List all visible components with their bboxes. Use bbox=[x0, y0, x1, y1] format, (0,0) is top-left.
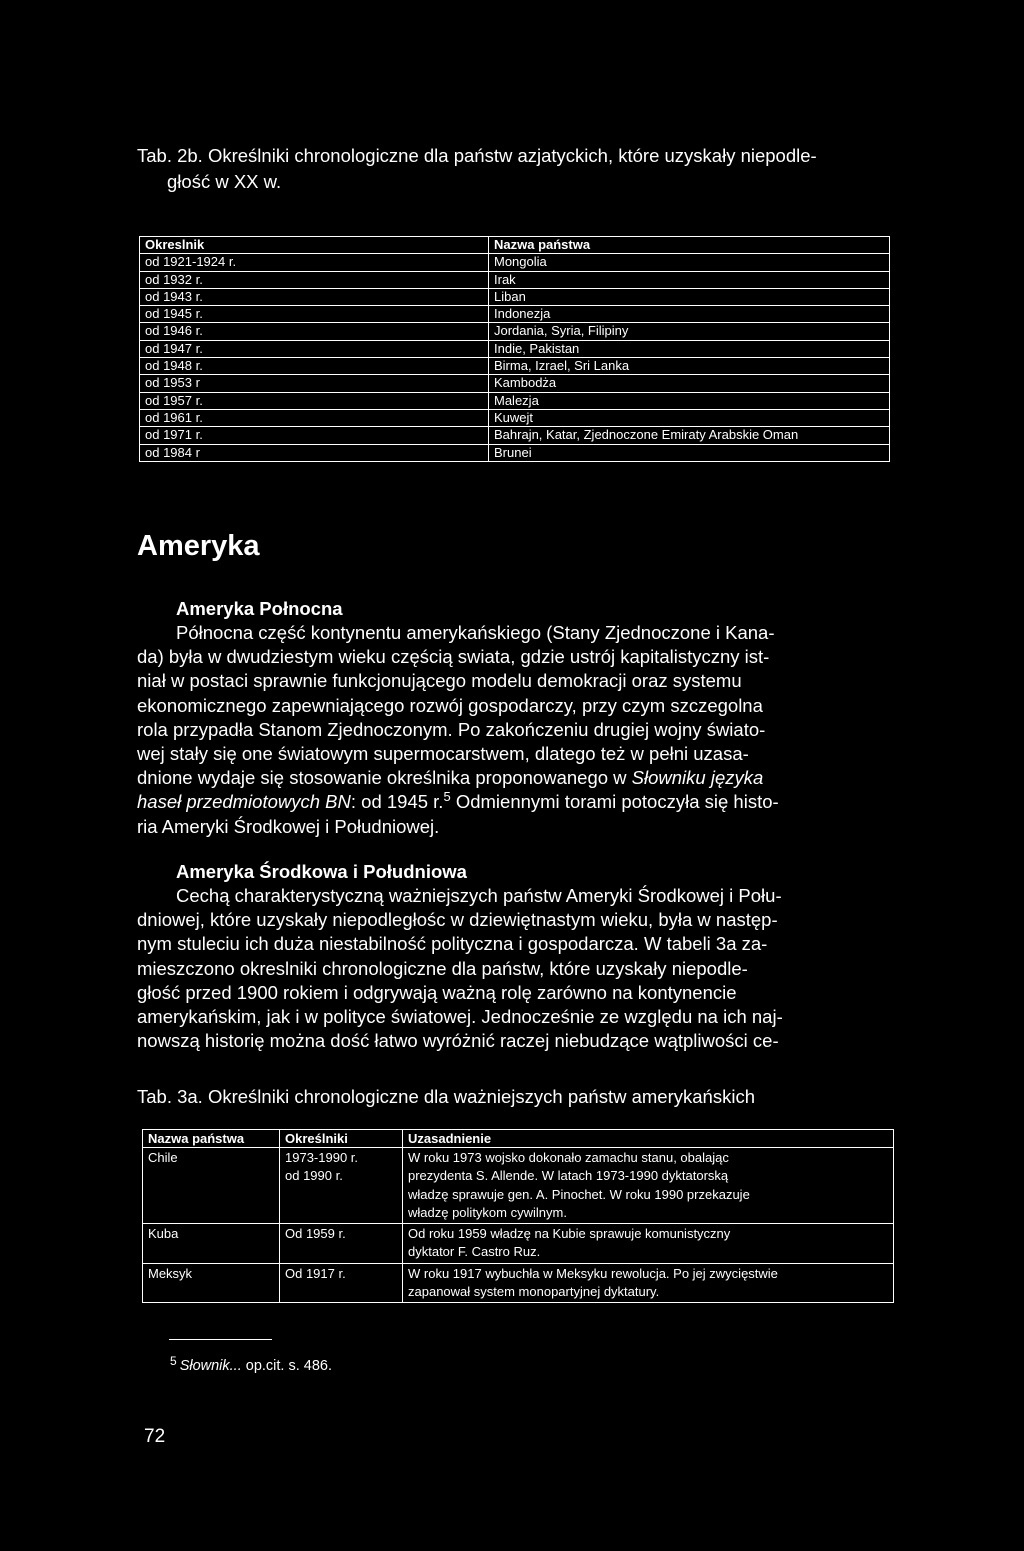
table-row bbox=[140, 375, 890, 392]
text-line: mieszczono okreslniki chronologiczne dla państw, które uzyskały niepodle- bbox=[137, 957, 748, 979]
reason-cell bbox=[403, 1224, 894, 1264]
subsection-title: Ameryka Połnocna bbox=[176, 598, 343, 619]
table-header-row bbox=[143, 1130, 894, 1148]
table-cell: od 1946 r. bbox=[140, 323, 489, 340]
table-cell: od 1943 r. bbox=[140, 288, 489, 305]
table-cell: Bahrajn, Katar, Zjednoczone Emiraty Arabskie Oman bbox=[489, 427, 890, 444]
column-header-okreslnik: Okreslnik bbox=[140, 237, 489, 254]
table-cell: od 1932 r. bbox=[140, 271, 489, 288]
text-line bbox=[137, 790, 898, 814]
text-line: głość przed 1900 rokiem i odgrywają ważną rolę zarówno na kontynencie bbox=[137, 981, 737, 1003]
table-row bbox=[140, 323, 890, 340]
paragraph bbox=[137, 621, 898, 839]
reason-line: władzę politykom cywilnym. bbox=[408, 1204, 567, 1220]
table-cell: Kuwejt bbox=[489, 409, 890, 426]
text-line: niał w postaci sprawnie funkcjonującego modelu demokracji oraz systemu bbox=[137, 670, 742, 692]
text-line: dniowej, które uzyskały niepodległośc w dziewiętnastym wieku, była w następ- bbox=[137, 909, 778, 931]
reason-cell bbox=[403, 1148, 894, 1224]
reason-line: zapanował system monopartyjnej dyktatury. bbox=[408, 1284, 660, 1300]
text-line: Północna część kontynentu amerykańskiego (Stany Zjednoczone i Kana- bbox=[176, 622, 775, 643]
table-cell: Jordania, Syria, Filipiny bbox=[489, 323, 890, 340]
italic-title: haseł przedmiotowych BN bbox=[137, 791, 351, 813]
footnote-text: op.cit. s. 486. bbox=[241, 1358, 333, 1374]
term: od 1990 r. bbox=[285, 1168, 343, 1184]
table-cell: od 1984 r bbox=[140, 444, 489, 461]
text-line: ria Ameryki Środkowej i Południowej. bbox=[137, 815, 440, 837]
table-row bbox=[140, 306, 890, 323]
table-cell: od 1945 r. bbox=[140, 306, 489, 323]
table-2b-caption bbox=[137, 143, 897, 195]
reason-line: W roku 1917 wybuchła w Meksyku rewolucja. Po jej zwycięstwie bbox=[408, 1265, 778, 1281]
section-north-america bbox=[137, 597, 898, 839]
table-cell: od 1953 r bbox=[140, 375, 489, 392]
text-line: nowszą historię można dość łatwo wyróżnić raczej niebudzące wątpliwości ce- bbox=[137, 1030, 779, 1052]
table-cell: od 1957 r. bbox=[140, 392, 489, 409]
table-row bbox=[143, 1263, 894, 1303]
page-number: 72 bbox=[144, 1426, 166, 1447]
paragraph bbox=[137, 884, 898, 1053]
term: 1973-1990 r. bbox=[285, 1150, 359, 1165]
text-span: : od 1945 r. bbox=[350, 791, 444, 813]
table-row bbox=[140, 271, 890, 288]
table-cell: Brunei bbox=[489, 444, 890, 461]
table-cell: Kambodża bbox=[489, 375, 890, 392]
table-cell: Indie, Pakistan bbox=[489, 340, 890, 357]
text-line: nym stuleciu ich duża niestabilność polityczna i gospodarcza. W tabeli 3a za- bbox=[137, 933, 768, 955]
text-line: amerykańskim, jak i w polityce światowej. Jednocześnie ze względu na ich naj- bbox=[137, 1006, 783, 1028]
table-row bbox=[140, 392, 890, 409]
country-cell: Meksyk bbox=[143, 1263, 280, 1303]
column-header-nazwa-panstwa: Nazwa państwa bbox=[489, 237, 890, 254]
term: Od 1959 r. bbox=[285, 1226, 346, 1242]
reason-line: władzę sprawuje gen. A. Pinochet. W roku 1990 przekazuje bbox=[408, 1186, 750, 1202]
terms-cell bbox=[280, 1148, 403, 1224]
footnote-mark: 5 bbox=[170, 1354, 177, 1368]
table-row bbox=[140, 409, 890, 426]
table-cell: Birma, Izrael, Sri Lanka bbox=[489, 358, 890, 375]
terms-cell bbox=[280, 1263, 403, 1303]
table-row bbox=[143, 1148, 894, 1224]
table-cell: od 1971 r. bbox=[140, 427, 489, 444]
text-span: dnione wydaje się stosowanie określnika proponowanego w bbox=[137, 767, 632, 789]
table-cell: Indonezja bbox=[489, 306, 890, 323]
text-line bbox=[137, 766, 898, 790]
table-cell: Mongolia bbox=[489, 254, 890, 271]
text-span: Odmiennymi torami potoczyła się histo- bbox=[450, 791, 779, 813]
section-central-south-america bbox=[137, 860, 898, 1053]
text-line: da) była w dwudziestym wieku częścią swiata, gdzie ustrój kapitalistyczny ist- bbox=[137, 646, 770, 668]
footnote-reference[interactable]: 5 bbox=[443, 789, 451, 805]
table-cell: Malezja bbox=[489, 392, 890, 409]
column-header-nazwa-panstwa: Nazwa państwa bbox=[143, 1130, 280, 1148]
reason-line: W roku 1973 wojsko dokonało zamachu stanu, obalając bbox=[408, 1150, 729, 1165]
text-line: Cechą charakterystyczną ważniejszych państw Ameryki Środkowej i Połu- bbox=[176, 885, 782, 906]
table-cell: od 1948 r. bbox=[140, 358, 489, 375]
italic-title: Słowniku języka bbox=[631, 767, 764, 789]
table-row bbox=[140, 444, 890, 461]
table-cell: od 1961 r. bbox=[140, 409, 489, 426]
footnote bbox=[170, 1354, 333, 1374]
country-cell: Chile bbox=[143, 1148, 280, 1224]
text-line: wej stały się one światowym supermocarstwem, dlatego też w pełni uzasa- bbox=[137, 743, 749, 765]
caption-line-1: Tab. 2b. Określniki chronologiczne dla państw azjatyckich, które uzyskały niepodle- bbox=[137, 145, 817, 166]
table-3a bbox=[142, 1129, 894, 1303]
table-3a-caption: Tab. 3a. Określniki chronologiczne dla ważniejszych państw amerykańskich bbox=[137, 1086, 755, 1107]
table-row bbox=[140, 427, 890, 444]
reason-line: Od roku 1959 władzę na Kubie sprawuje komunistyczny bbox=[408, 1226, 731, 1242]
column-header-uzasadnienie: Uzasadnienie bbox=[403, 1130, 894, 1148]
footnote-divider bbox=[169, 1339, 272, 1340]
reason-line: prezydenta S. Allende. W latach 1973-1990 dyktatorską bbox=[408, 1168, 729, 1184]
term: Od 1917 r. bbox=[285, 1265, 346, 1281]
column-header-okresliniki: Określniki bbox=[280, 1130, 403, 1148]
reason-line: dyktator F. Castro Ruz. bbox=[408, 1244, 541, 1260]
table-row bbox=[143, 1224, 894, 1264]
table-row bbox=[140, 340, 890, 357]
table-row bbox=[140, 358, 890, 375]
table-row bbox=[140, 288, 890, 305]
text-line: rola przypadła Stanom Zjednoczonym. Po zakończeniu drugiej wojny świato- bbox=[137, 718, 766, 740]
country-cell: Kuba bbox=[143, 1224, 280, 1264]
terms-cell bbox=[280, 1224, 403, 1264]
caption-line-2: głość w XX w. bbox=[167, 171, 282, 192]
table-2b bbox=[139, 236, 890, 462]
table-row bbox=[140, 254, 890, 271]
table-cell: od 1921-1924 r. bbox=[140, 254, 489, 271]
table-cell: Irak bbox=[489, 271, 890, 288]
reason-cell bbox=[403, 1263, 894, 1303]
table-cell: Liban bbox=[489, 288, 890, 305]
subsection-title: Ameryka Środkowa i Południowa bbox=[176, 861, 467, 882]
table-header-row bbox=[140, 237, 890, 254]
section-heading: Ameryka bbox=[137, 530, 260, 562]
table-cell: od 1947 r. bbox=[140, 340, 489, 357]
footnote-italic: Słownik... bbox=[179, 1358, 242, 1374]
text-line: ekonomicznego zapewniającego rozwój gospodarczy, przy czym szczegolna bbox=[137, 694, 763, 716]
